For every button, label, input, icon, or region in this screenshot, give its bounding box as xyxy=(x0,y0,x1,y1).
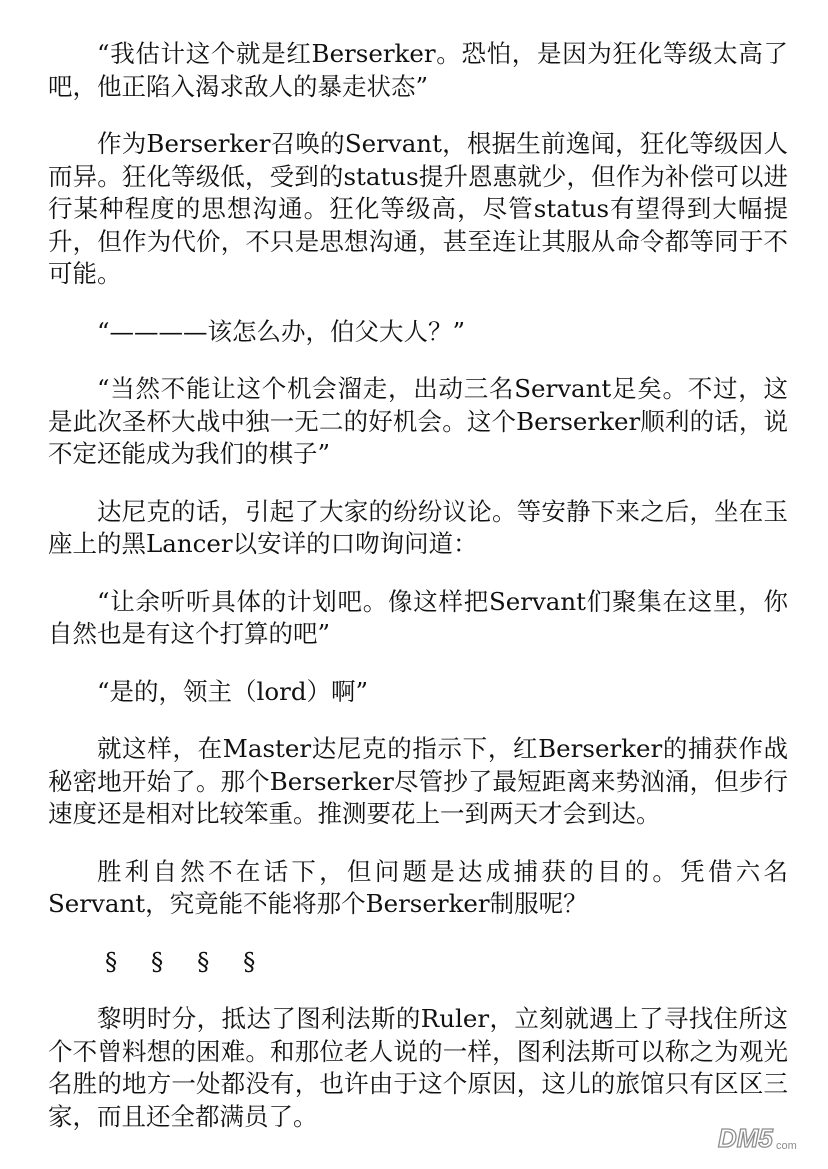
paragraph-4: “当然不能让这个机会溜走，出动三名Servant足矣。不过，这是此次圣杯大战中独一无二的好机会。这个Berserker顺利的话，说不定还能成为我们的棋子” xyxy=(48,374,788,468)
paragraph-7: “是的，领主（lord）啊” xyxy=(97,676,369,706)
paragraph-3: “————该怎么办，伯父大人？” xyxy=(97,316,466,346)
watermark-text: DM5 xyxy=(718,1123,773,1153)
paragraph-9: 胜利自然不在话下，但问题是达成捕获的目的。凭借六名Servant，究竟能不能将那个Berserker制服呢？ xyxy=(48,856,788,918)
section-break: § § § § xyxy=(105,946,258,976)
document-page xyxy=(48,38,788,1158)
paragraph-10: 黎明时分，抵达了图利法斯的Ruler，立刻就遇上了寻找住所这个不曾料想的困难。和那位老人说的一样，图利法斯可以称之为观光名胜的地方一处都没有，也许由于这个原因，这儿的旅馆只有区区三家，而且还全都满员了。 xyxy=(48,1004,788,1131)
dm5-watermark-logo xyxy=(716,1119,808,1155)
paragraph-8: 就这样，在Master达尼克的指示下，红Berserker的捕获作战秘密地开始了。那个Berserker尽管抄了最短距离来势汹涌，但步行速度还是相对比较笨重。推测要花上一到两天才会到达。 xyxy=(48,734,788,828)
paragraph-2: 作为Berserker召唤的Servant，根据生前逸闻，狂化等级因人而异。狂化等级低，受到的status提升恩惠就少，但作为补偿可以进行某种程度的思想沟通。狂化等级高，尽管status有望得到大幅提升，但作为代价，不只是思想沟通，甚至连让其服从命令都等同于不可能。 xyxy=(48,129,788,288)
paragraph-1: “我估计这个就是红Berserker。恐怕，是因为狂化等级太高了吧，他正陷入渴求敌人的暴走状态” xyxy=(48,39,788,101)
paragraph-5: 达尼克的话，引起了大家的纷纷议论。等安静下来之后，坐在玉座上的黑Lancer以安详的口吻询问道： xyxy=(48,496,788,558)
paragraph-6: “让余听听具体的计划吧。像这样把Servant们聚集在这里，你自然也是有这个打算的吧” xyxy=(48,586,788,648)
watermark-suffix: com xyxy=(776,1140,797,1152)
